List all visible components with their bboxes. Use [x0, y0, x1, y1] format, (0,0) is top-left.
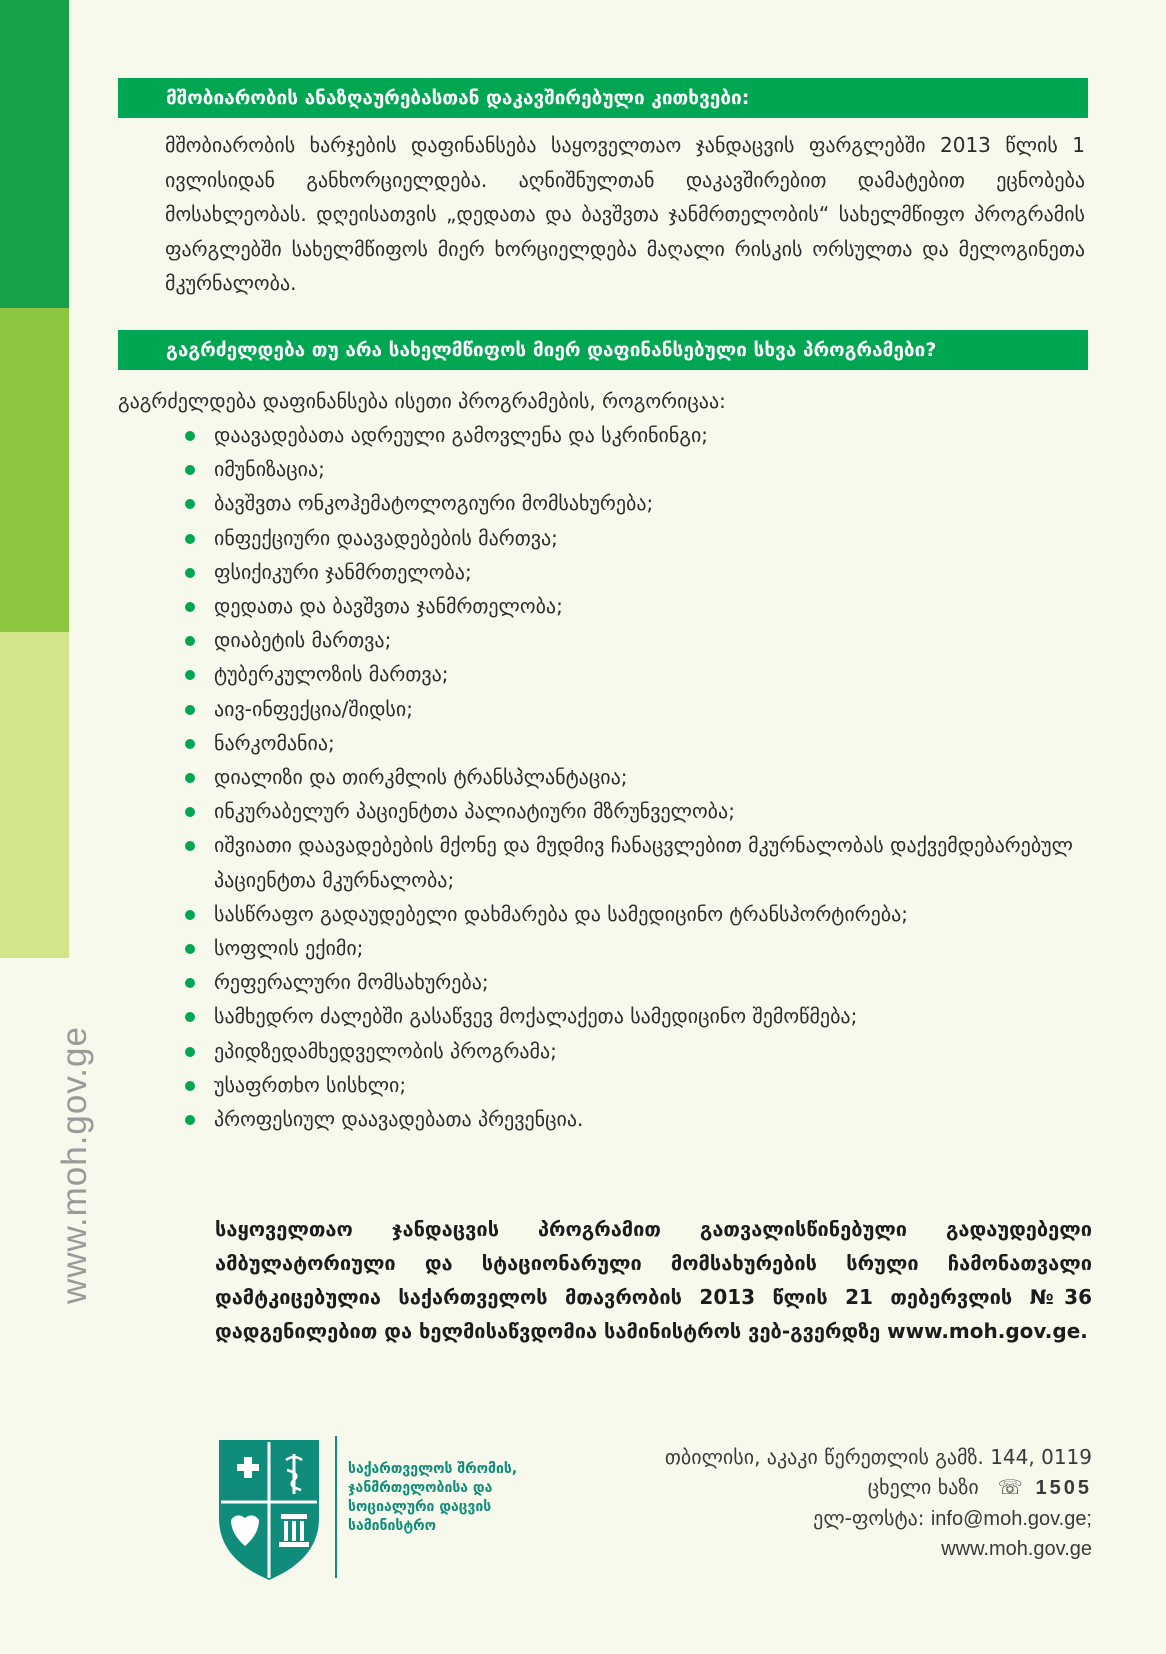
- ministry-shield-icon: [215, 1436, 323, 1584]
- contact-block: [665, 1442, 1092, 1564]
- bullet-icon: [185, 670, 195, 680]
- program-list-item-text: რეფერალური მომსახურება;: [214, 970, 489, 995]
- program-list-item: [180, 1102, 1090, 1136]
- ministry-name: საქართველოს შრომის, ჯანმრთელობისა და სოციალური დაცვის სამინისტრო: [348, 1461, 518, 1534]
- bullet-icon: [185, 910, 195, 920]
- bullet-icon: [185, 739, 195, 749]
- section1-body: მშობიარობის ხარჯების დაფინანსება საყოველთაო ჯანდაცვის ფარგლებში 2013 წლის 1 ივლისიდან განხორციელდება. აღნიშნულთან დაკავშირებით დამატებით ეცნობება მოსახლეობას. დღეისათვის „დედათა და ბავშვთა ჯანმრთელობის“ სახელმწიფო პროგრამის ფარგლებში სახელმწიფოს მიერ ხორციელდება მაღალი რისკის ორსულთა და მელოგინეთა მკურნალობა.: [165, 133, 1085, 295]
- section2-heading: გაგრძელდება თუ არა სახელმწიფოს მიერ დაფინანსებული სხვა პროგრამები?: [118, 330, 1088, 370]
- program-list-item: [180, 555, 1090, 589]
- program-list-item-text: დედათა და ბავშვთა ჯანმრთელობა;: [214, 594, 563, 619]
- contact-email: [665, 1503, 1092, 1534]
- program-list-item: [180, 623, 1090, 657]
- program-list-item: [180, 589, 1090, 623]
- bullet-icon: [185, 499, 195, 509]
- bullet-icon: [185, 705, 195, 715]
- bullet-icon: [185, 807, 195, 817]
- bullet-icon: [185, 1081, 195, 1091]
- program-list-item: [180, 931, 1090, 965]
- side-rail-dark: [0, 0, 69, 308]
- program-list-item: [180, 418, 1090, 452]
- bullet-icon: [185, 465, 195, 475]
- program-list-item-text: ბავშვთა ონკოჰემატოლოგიური მომსახურება;: [214, 491, 654, 516]
- program-list: [180, 418, 1090, 1136]
- side-rail-mid: [0, 308, 69, 632]
- program-list-item: [180, 1068, 1090, 1102]
- bullet-icon: [185, 1012, 195, 1022]
- program-list-item-text: ტუბერკულოზის მართვა;: [214, 662, 449, 687]
- program-list-item: [180, 965, 1090, 999]
- program-list-item-text: პროფესიულ დაავადებათა პრევენცია.: [214, 1107, 584, 1132]
- program-list-item: [180, 760, 1090, 794]
- program-list-item: [180, 828, 1090, 896]
- program-list-item: [180, 794, 1090, 828]
- bullet-icon: [185, 1115, 195, 1125]
- closing-note: საყოველთაო ჯანდაცვის პროგრამით გათვალისწინებული გადაუდებელი ამბულატორიული და სტაციონარული მომსახურების სრული ჩამონათვალი დამტკიცებულია საქართველოს მთავრობის 2013 წლის 21 თებერვლის №36 დადგენილებით და ხელმისაწვდომია სამინისტროს ვებ-გვერდზე www.moh.gov.ge.: [215, 1217, 1092, 1343]
- bullet-icon: [185, 944, 195, 954]
- bullet-icon: [185, 534, 195, 544]
- email-link[interactable]: info@moh.gov.ge;: [930, 1508, 1092, 1530]
- website-link[interactable]: www.moh.gov.ge: [941, 1538, 1092, 1560]
- bullet-icon: [185, 602, 195, 612]
- bullet-icon: [185, 841, 195, 851]
- side-rail-url: www.moh.gov.ge: [55, 1026, 94, 1304]
- program-list-item: [180, 692, 1090, 726]
- program-list-item-text: ფსიქიკური ჯანმრთელობა;: [214, 559, 472, 584]
- bullet-icon: [185, 636, 195, 646]
- program-list-item: [180, 486, 1090, 520]
- program-list-item-text: ინკურაბელურ პაციენტთა პალიატიური მზრუნველობა;: [214, 799, 735, 824]
- program-list-item: [180, 657, 1090, 691]
- section1-heading: მშობიარობის ანაზღაურებასთან დაკავშირებული კითხვები:: [118, 78, 1088, 118]
- program-list-item-text: ნარკომანია;: [214, 730, 335, 755]
- bullet-icon: [185, 568, 195, 578]
- bullet-icon: [185, 431, 195, 441]
- contact-hotline: [665, 1472, 1092, 1503]
- program-list-item-text: სასწრაფო გადაუდებელი დახმარება და სამედიცინო ტრანსპორტირება;: [214, 901, 909, 926]
- side-rail-light: [0, 632, 69, 958]
- program-list-item-text: აივ-ინფექცია/შიდსი;: [214, 696, 413, 721]
- logo-divider: [335, 1436, 337, 1578]
- program-list-item-text: დიალიზი და თირკმლის ტრანსპლანტაცია;: [214, 765, 628, 790]
- program-list-item: [180, 999, 1090, 1033]
- ministry-logo-block: [215, 1436, 575, 1586]
- program-list-item-text: სამხედრო ძალებში გასაწვევ მოქალაქეთა სამედიცინო შემოწმება;: [214, 1004, 858, 1029]
- program-list-item: [180, 452, 1090, 486]
- program-list-item-text: ეპიდზედამხედველობის პროგრამა;: [214, 1038, 557, 1063]
- email-label: ელ-ფოსტა:: [813, 1506, 925, 1530]
- program-list-item-text: სოფლის ექიმი;: [214, 936, 364, 961]
- bullet-icon: [185, 1047, 195, 1057]
- program-list-item-text: დაავადებათა ადრეული გამოვლენა და სკრინინგი;: [214, 423, 709, 447]
- program-list-item: [180, 1034, 1090, 1068]
- program-list-item-text: იშვიათი დაავადებების მქონე და მუდმივ ჩანაცვლებით მკურნალობას დაქვემდებარებულ პაციენტთა მკურნალობა;: [214, 833, 1073, 892]
- bullet-icon: [185, 978, 195, 988]
- program-list-item: [180, 521, 1090, 555]
- program-list-item: [180, 897, 1090, 931]
- program-list-item-text: დიაბეტის მართვა;: [214, 628, 392, 653]
- contact-address: თბილისი, აკაკი წერეთლის გამზ. 144, 0119: [664, 1445, 1092, 1469]
- hotline-label: ცხელი ხაზი: [867, 1475, 979, 1499]
- bullet-icon: [185, 773, 195, 783]
- program-list-item-text: იმუნიზაცია;: [214, 457, 325, 482]
- program-list-item-text: უსაფრთხო სისხლი;: [214, 1072, 407, 1097]
- section2-intro: გაგრძელდება დაფინანსება ისეთი პროგრამების, როგორიცაა:: [118, 389, 726, 413]
- program-list-item: [180, 726, 1090, 760]
- hotline-number: 1505: [1035, 1477, 1092, 1499]
- program-list-item-text: ინფექციური დაავადებების მართვა;: [214, 525, 558, 550]
- phone-icon: ☏: [985, 1475, 1030, 1499]
